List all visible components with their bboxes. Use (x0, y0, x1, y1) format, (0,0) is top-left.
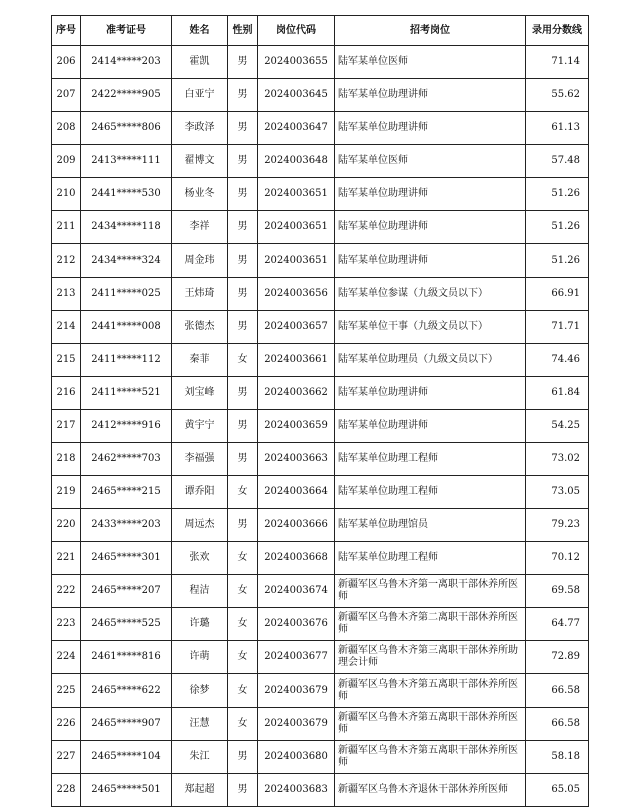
post-cell: 新疆军区乌鲁木齐第二离职干部休养所医师 (335, 608, 526, 641)
post-cell: 陆军某单位助理讲师 (335, 178, 526, 211)
post-code-cell: 2024003676 (258, 608, 335, 641)
post-code-cell: 2024003651 (258, 244, 335, 277)
table-row (52, 773, 589, 806)
seq-cell: 208 (52, 112, 81, 145)
exam-id-cell: 2411*****112 (81, 343, 172, 376)
post-code-cell: 2024003651 (258, 178, 335, 211)
score-cell: 61.13 (526, 112, 589, 145)
table-row (52, 145, 589, 178)
gender-cell: 男 (228, 145, 258, 178)
header-score: 录用分数线 (526, 16, 589, 46)
seq-cell: 218 (52, 442, 81, 475)
seq-cell: 223 (52, 608, 81, 641)
score-cell: 51.26 (526, 244, 589, 277)
score-cell: 72.89 (526, 641, 589, 674)
gender-cell: 男 (228, 740, 258, 773)
seq-cell: 219 (52, 476, 81, 509)
exam-id-cell: 2422*****905 (81, 79, 172, 112)
name-cell: 徐梦 (172, 674, 228, 707)
score-cell: 65.05 (526, 773, 589, 806)
post-code-cell: 2024003666 (258, 509, 335, 542)
gender-cell: 男 (228, 509, 258, 542)
post-code-cell: 2024003680 (258, 740, 335, 773)
score-cell: 58.18 (526, 740, 589, 773)
score-cell: 73.02 (526, 442, 589, 475)
name-cell: 黄宇宁 (172, 409, 228, 442)
post-code-cell: 2024003657 (258, 310, 335, 343)
table-body (52, 46, 589, 807)
exam-id-cell: 2465*****525 (81, 608, 172, 641)
post-code-cell: 2024003679 (258, 674, 335, 707)
score-cell: 66.58 (526, 674, 589, 707)
exam-id-cell: 2414*****203 (81, 46, 172, 79)
name-cell: 白亚宁 (172, 79, 228, 112)
name-cell: 程洁 (172, 575, 228, 608)
score-cell: 66.58 (526, 707, 589, 740)
exam-id-cell: 2461*****816 (81, 641, 172, 674)
table-row (52, 740, 589, 773)
score-cell: 71.14 (526, 46, 589, 79)
seq-cell: 214 (52, 310, 81, 343)
gender-cell: 女 (228, 343, 258, 376)
exam-id-cell: 2465*****301 (81, 542, 172, 575)
post-code-cell: 2024003645 (258, 79, 335, 112)
table-row (52, 476, 589, 509)
header-name: 姓名 (172, 16, 228, 46)
post-code-cell: 2024003659 (258, 409, 335, 442)
name-cell: 李祥 (172, 211, 228, 244)
score-cell: 54.25 (526, 409, 589, 442)
score-cell: 51.26 (526, 178, 589, 211)
gender-cell: 男 (228, 409, 258, 442)
results-table (51, 15, 589, 807)
post-cell: 陆军某单位助理讲师 (335, 376, 526, 409)
exam-id-cell: 2434*****118 (81, 211, 172, 244)
table-row (52, 542, 589, 575)
name-cell: 朱江 (172, 740, 228, 773)
post-cell: 陆军某单位助理工程师 (335, 442, 526, 475)
name-cell: 翟博文 (172, 145, 228, 178)
name-cell: 张德杰 (172, 310, 228, 343)
post-code-cell: 2024003674 (258, 575, 335, 608)
seq-cell: 207 (52, 79, 81, 112)
post-cell: 陆军某单位干事（九级文员以下） (335, 310, 526, 343)
gender-cell: 男 (228, 79, 258, 112)
exam-id-cell: 2465*****215 (81, 476, 172, 509)
post-cell: 新疆军区乌鲁木齐第五离职干部休养所医师 (335, 707, 526, 740)
table-row (52, 674, 589, 707)
header-post: 招考岗位 (335, 16, 526, 46)
header-gender: 性别 (228, 16, 258, 46)
exam-id-cell: 2434*****324 (81, 244, 172, 277)
post-cell: 新疆军区乌鲁木齐第五离职干部休养所医师 (335, 674, 526, 707)
post-cell: 新疆军区乌鲁木齐退休干部休养所医师 (335, 773, 526, 806)
seq-cell: 206 (52, 46, 81, 79)
gender-cell: 女 (228, 575, 258, 608)
gender-cell: 女 (228, 608, 258, 641)
post-cell: 陆军某单位医师 (335, 145, 526, 178)
post-cell: 陆军某单位助理讲师 (335, 211, 526, 244)
name-cell: 周远杰 (172, 509, 228, 542)
name-cell: 李福强 (172, 442, 228, 475)
exam-id-cell: 2465*****622 (81, 674, 172, 707)
exam-id-cell: 2462*****703 (81, 442, 172, 475)
post-code-cell: 2024003683 (258, 773, 335, 806)
table-row (52, 277, 589, 310)
seq-cell: 227 (52, 740, 81, 773)
seq-cell: 228 (52, 773, 81, 806)
gender-cell: 女 (228, 542, 258, 575)
exam-id-cell: 2411*****521 (81, 376, 172, 409)
gender-cell: 男 (228, 310, 258, 343)
seq-cell: 211 (52, 211, 81, 244)
post-cell: 新疆军区乌鲁木齐第三离职干部休养所助理会计师 (335, 641, 526, 674)
name-cell: 许萌 (172, 641, 228, 674)
score-cell: 79.23 (526, 509, 589, 542)
table-row (52, 641, 589, 674)
score-cell: 74.46 (526, 343, 589, 376)
exam-id-cell: 2465*****207 (81, 575, 172, 608)
table-row (52, 310, 589, 343)
table-row (52, 442, 589, 475)
seq-cell: 221 (52, 542, 81, 575)
gender-cell: 男 (228, 244, 258, 277)
gender-cell: 男 (228, 211, 258, 244)
table-row (52, 575, 589, 608)
seq-cell: 209 (52, 145, 81, 178)
seq-cell: 212 (52, 244, 81, 277)
seq-cell: 220 (52, 509, 81, 542)
post-code-cell: 2024003677 (258, 641, 335, 674)
exam-id-cell: 2433*****203 (81, 509, 172, 542)
score-cell: 71.71 (526, 310, 589, 343)
post-code-cell: 2024003679 (258, 707, 335, 740)
score-cell: 64.77 (526, 608, 589, 641)
gender-cell: 女 (228, 707, 258, 740)
post-cell: 陆军某单位助理工程师 (335, 476, 526, 509)
header-exam-id: 准考证号 (81, 16, 172, 46)
post-code-cell: 2024003656 (258, 277, 335, 310)
post-code-cell: 2024003661 (258, 343, 335, 376)
table-row (52, 343, 589, 376)
score-cell: 73.05 (526, 476, 589, 509)
name-cell: 刘宝峰 (172, 376, 228, 409)
name-cell: 杨业冬 (172, 178, 228, 211)
table-row (52, 707, 589, 740)
score-cell: 69.58 (526, 575, 589, 608)
table-row (52, 376, 589, 409)
post-cell: 陆军某单位助理员（九级文员以下） (335, 343, 526, 376)
gender-cell: 男 (228, 178, 258, 211)
post-cell: 陆军某单位助理讲师 (335, 409, 526, 442)
gender-cell: 男 (228, 112, 258, 145)
name-cell: 王炜琦 (172, 277, 228, 310)
post-code-cell: 2024003647 (258, 112, 335, 145)
seq-cell: 217 (52, 409, 81, 442)
exam-id-cell: 2413*****111 (81, 145, 172, 178)
post-cell: 陆军某单位助理馆员 (335, 509, 526, 542)
post-cell: 陆军某单位助理讲师 (335, 112, 526, 145)
post-code-cell: 2024003651 (258, 211, 335, 244)
exam-id-cell: 2465*****907 (81, 707, 172, 740)
score-cell: 61.84 (526, 376, 589, 409)
post-code-cell: 2024003662 (258, 376, 335, 409)
name-cell: 霍凯 (172, 46, 228, 79)
seq-cell: 215 (52, 343, 81, 376)
post-code-cell: 2024003664 (258, 476, 335, 509)
score-cell: 51.26 (526, 211, 589, 244)
table-row (52, 178, 589, 211)
table-row (52, 509, 589, 542)
post-code-cell: 2024003655 (258, 46, 335, 79)
header-row (52, 16, 589, 46)
seq-cell: 210 (52, 178, 81, 211)
post-cell: 陆军某单位助理讲师 (335, 244, 526, 277)
seq-cell: 224 (52, 641, 81, 674)
table-row (52, 79, 589, 112)
exam-id-cell: 2411*****025 (81, 277, 172, 310)
seq-cell: 222 (52, 575, 81, 608)
exam-id-cell: 2441*****008 (81, 310, 172, 343)
post-code-cell: 2024003663 (258, 442, 335, 475)
name-cell: 李政泽 (172, 112, 228, 145)
gender-cell: 男 (228, 46, 258, 79)
seq-cell: 225 (52, 674, 81, 707)
post-code-cell: 2024003648 (258, 145, 335, 178)
gender-cell: 男 (228, 442, 258, 475)
exam-id-cell: 2465*****806 (81, 112, 172, 145)
header-post-code: 岗位代码 (258, 16, 335, 46)
score-cell: 55.62 (526, 79, 589, 112)
name-cell: 秦菲 (172, 343, 228, 376)
post-code-cell: 2024003668 (258, 542, 335, 575)
post-cell: 新疆军区乌鲁木齐第一离职干部休养所医师 (335, 575, 526, 608)
name-cell: 张欢 (172, 542, 228, 575)
name-cell: 汪慧 (172, 707, 228, 740)
score-cell: 57.48 (526, 145, 589, 178)
table-row (52, 211, 589, 244)
gender-cell: 男 (228, 376, 258, 409)
post-cell: 陆军某单位助理工程师 (335, 542, 526, 575)
score-cell: 70.12 (526, 542, 589, 575)
gender-cell: 女 (228, 641, 258, 674)
gender-cell: 男 (228, 277, 258, 310)
gender-cell: 男 (228, 773, 258, 806)
post-cell: 新疆军区乌鲁木齐第五离职干部休养所医师 (335, 740, 526, 773)
table-row (52, 244, 589, 277)
name-cell: 许璐 (172, 608, 228, 641)
exam-id-cell: 2465*****501 (81, 773, 172, 806)
gender-cell: 女 (228, 674, 258, 707)
seq-cell: 226 (52, 707, 81, 740)
table-row (52, 46, 589, 79)
seq-cell: 216 (52, 376, 81, 409)
post-cell: 陆军某单位参谋（九级文员以下） (335, 277, 526, 310)
gender-cell: 女 (228, 476, 258, 509)
score-cell: 66.91 (526, 277, 589, 310)
post-cell: 陆军某单位医师 (335, 46, 526, 79)
name-cell: 郑起超 (172, 773, 228, 806)
name-cell: 谭乔阳 (172, 476, 228, 509)
seq-cell: 213 (52, 277, 81, 310)
table-row (52, 112, 589, 145)
exam-id-cell: 2412*****916 (81, 409, 172, 442)
exam-id-cell: 2441*****530 (81, 178, 172, 211)
exam-id-cell: 2465*****104 (81, 740, 172, 773)
table-row (52, 608, 589, 641)
post-cell: 陆军某单位助理讲师 (335, 79, 526, 112)
table-row (52, 409, 589, 442)
name-cell: 周金玮 (172, 244, 228, 277)
header-seq: 序号 (52, 16, 81, 46)
